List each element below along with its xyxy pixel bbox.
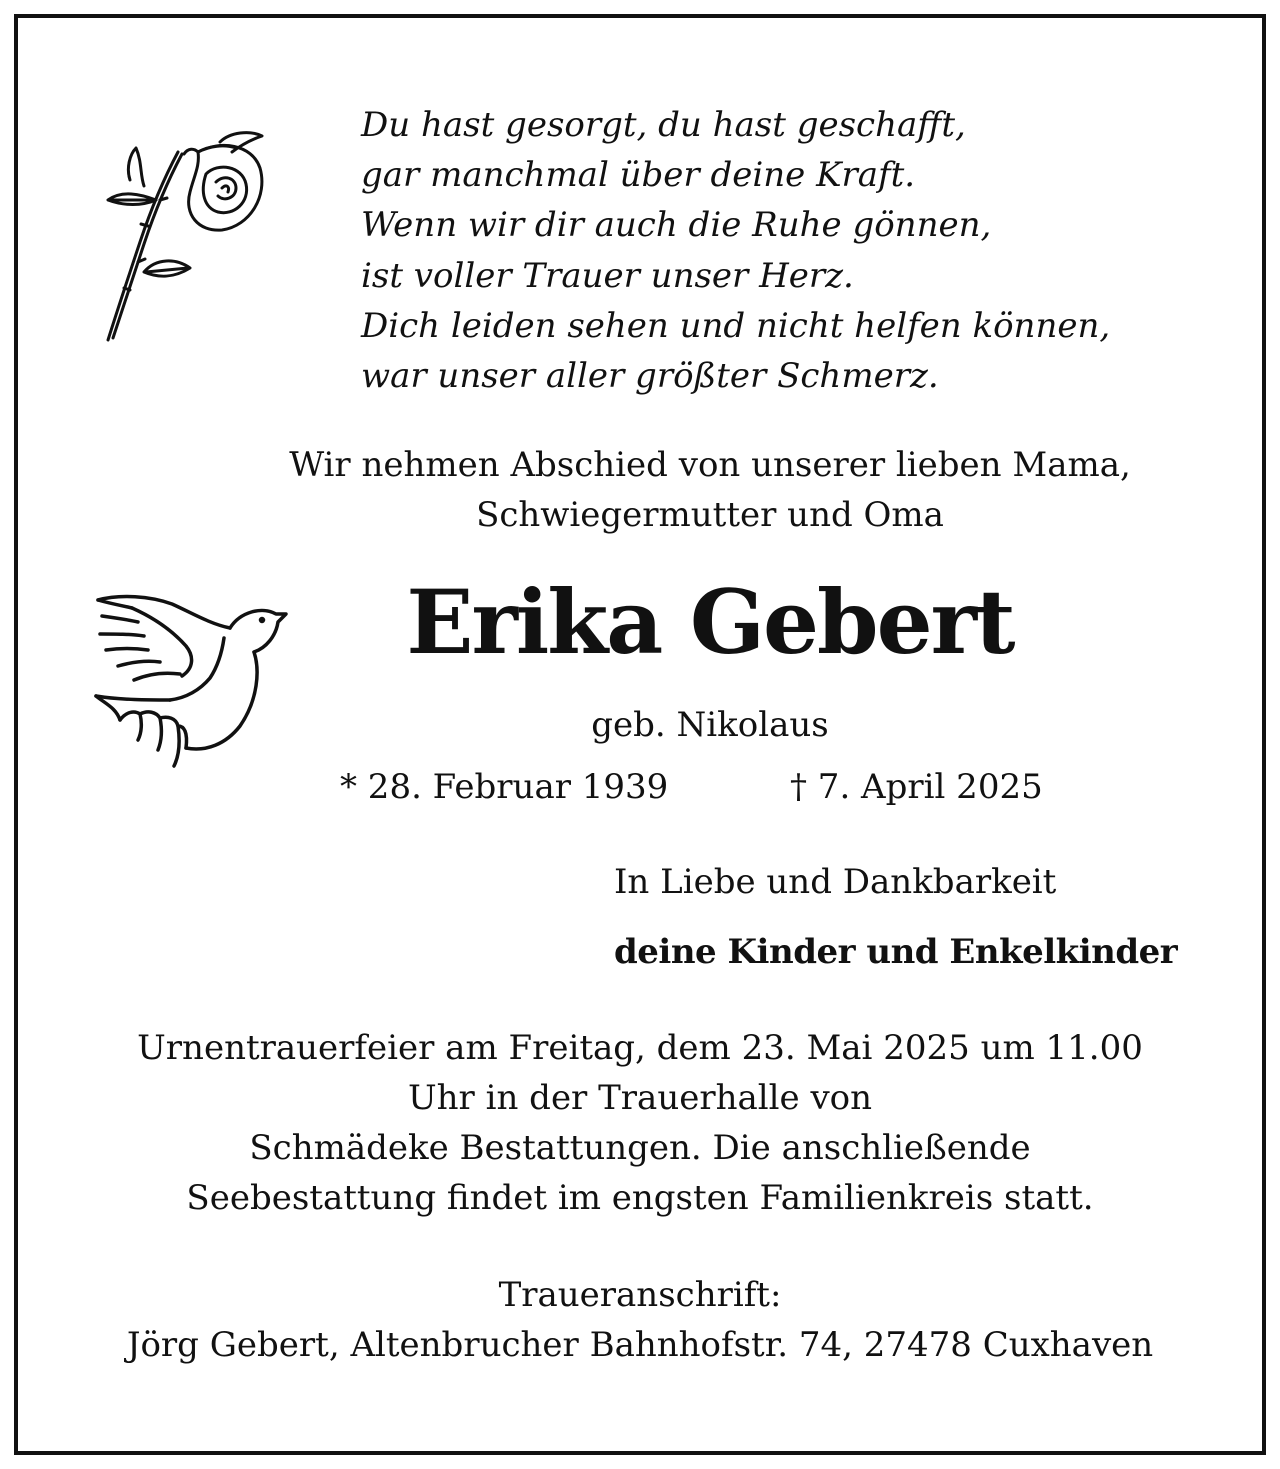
poem-line: gar manchmal über deine Kraft. bbox=[361, 155, 916, 196]
ceremony-line: Uhr in der Trauerhalle von bbox=[407, 1078, 873, 1118]
ceremony-line: Urnentrauerfeier am Freitag, dem 23. Mai 2025 um 11.00 bbox=[137, 1028, 1143, 1068]
ceremony-info bbox=[40, 1023, 1240, 1223]
poem-line: Du hast gesorgt, du hast geschafft, bbox=[361, 105, 966, 145]
maiden-name: geb. Nikolaus bbox=[591, 705, 829, 745]
birth-date: * 28. Februar 1939 bbox=[340, 767, 669, 807]
ceremony-line: Seebestattung findet im engsten Familienkreis statt. bbox=[186, 1178, 1094, 1218]
mourning-address bbox=[40, 1270, 1240, 1370]
ceremony-line: Schmädeke Bestattungen. Die anschließende bbox=[249, 1128, 1031, 1168]
rose-icon bbox=[100, 122, 270, 352]
intro-line: Wir nehmen Abschied von unserer lieben Mama, bbox=[289, 445, 1131, 485]
poem-line: Wenn wir dir auch die Ruhe gönnen, bbox=[361, 205, 992, 246]
intro bbox=[110, 440, 1280, 540]
intro-line: Schwiegermutter und Oma bbox=[476, 495, 944, 535]
deceased-name: Erika Gebert bbox=[406, 570, 1014, 674]
poem bbox=[361, 100, 1110, 401]
mourners-greeting: In Liebe und Dankbarkeit bbox=[614, 862, 1057, 902]
poem-line: ist voller Trauer unser Herz. bbox=[361, 255, 854, 296]
address-text: Jörg Gebert, Altenbrucher Bahnhofstr. 74, 27478 Cuxhaven bbox=[126, 1325, 1154, 1365]
mourners-names: deine Kinder und Enkelkinder bbox=[614, 932, 1178, 972]
poem-line: war unser aller größter Schmerz. bbox=[361, 355, 939, 396]
poem-line: Dich leiden sehen und nicht helfen können, bbox=[361, 305, 1111, 346]
address-label: Traueranschrift: bbox=[498, 1275, 782, 1315]
death-date: † 7. April 2025 bbox=[790, 767, 1043, 807]
